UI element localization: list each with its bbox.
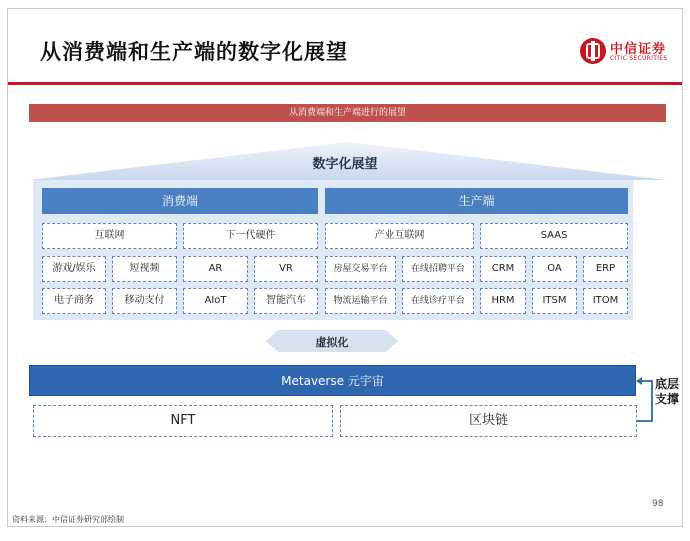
section-banner: 从消费端和生产端进行的展望 [29,104,666,122]
virtualization-label: 虚拟化 [315,336,349,349]
item-ecommerce: 电子商务 [42,288,106,314]
group-industrial-internet: 产业互联网 [325,223,474,249]
producer-header: 生产端 [325,188,628,214]
item-telemedicine-platform: 在线诊疗平台 [402,288,474,314]
item-hrm: HRM [480,288,526,314]
consumer-header: 消费端 [42,188,318,214]
support-text: 底层支撑 [655,377,680,406]
item-itsm: ITSM [532,288,577,314]
item-smart-car: 智能汽车 [254,288,318,314]
page-number: 98 [652,499,664,509]
item-logistics-platform: 物流运输平台 [325,288,396,314]
blockchain-box: 区块链 [340,405,637,437]
item-itom: ITOM [583,288,628,314]
item-housing-platform: 房屋交易平台 [325,256,396,282]
logo-text-en: CITIC SECURITIES [610,55,668,62]
page-title: 从消费端和生产端的数字化展望 [40,40,348,64]
item-aiot: AIoT [183,288,248,314]
metaverse-bar: Metaverse 元宇宙 [29,365,636,396]
support-label [655,377,681,407]
item-vr: VR [254,256,318,282]
group-next-gen-hardware: 下一代硬件 [183,223,318,249]
item-erp: ERP [583,256,628,282]
citic-logo-icon [580,38,606,64]
item-gaming: 游戏/娱乐 [42,256,106,282]
item-crm: CRM [480,256,526,282]
item-mobile-payment: 移动支付 [112,288,177,314]
item-oa: OA [532,256,577,282]
item-short-video: 短视频 [112,256,177,282]
support-bracket-icon [636,375,656,425]
group-internet: 互联网 [42,223,177,249]
item-ar: AR [183,256,248,282]
item-recruit-platform: 在线招聘平台 [402,256,474,282]
header-divider [8,82,682,85]
source-note: 资料来源：中信证券研究部绘制 [12,515,124,524]
nft-box: NFT [33,405,333,437]
digital-outlook-title: 数字化展望 [312,157,378,172]
group-saas: SAAS [480,223,628,249]
logo-text-cn: 中信证券 [610,42,667,57]
